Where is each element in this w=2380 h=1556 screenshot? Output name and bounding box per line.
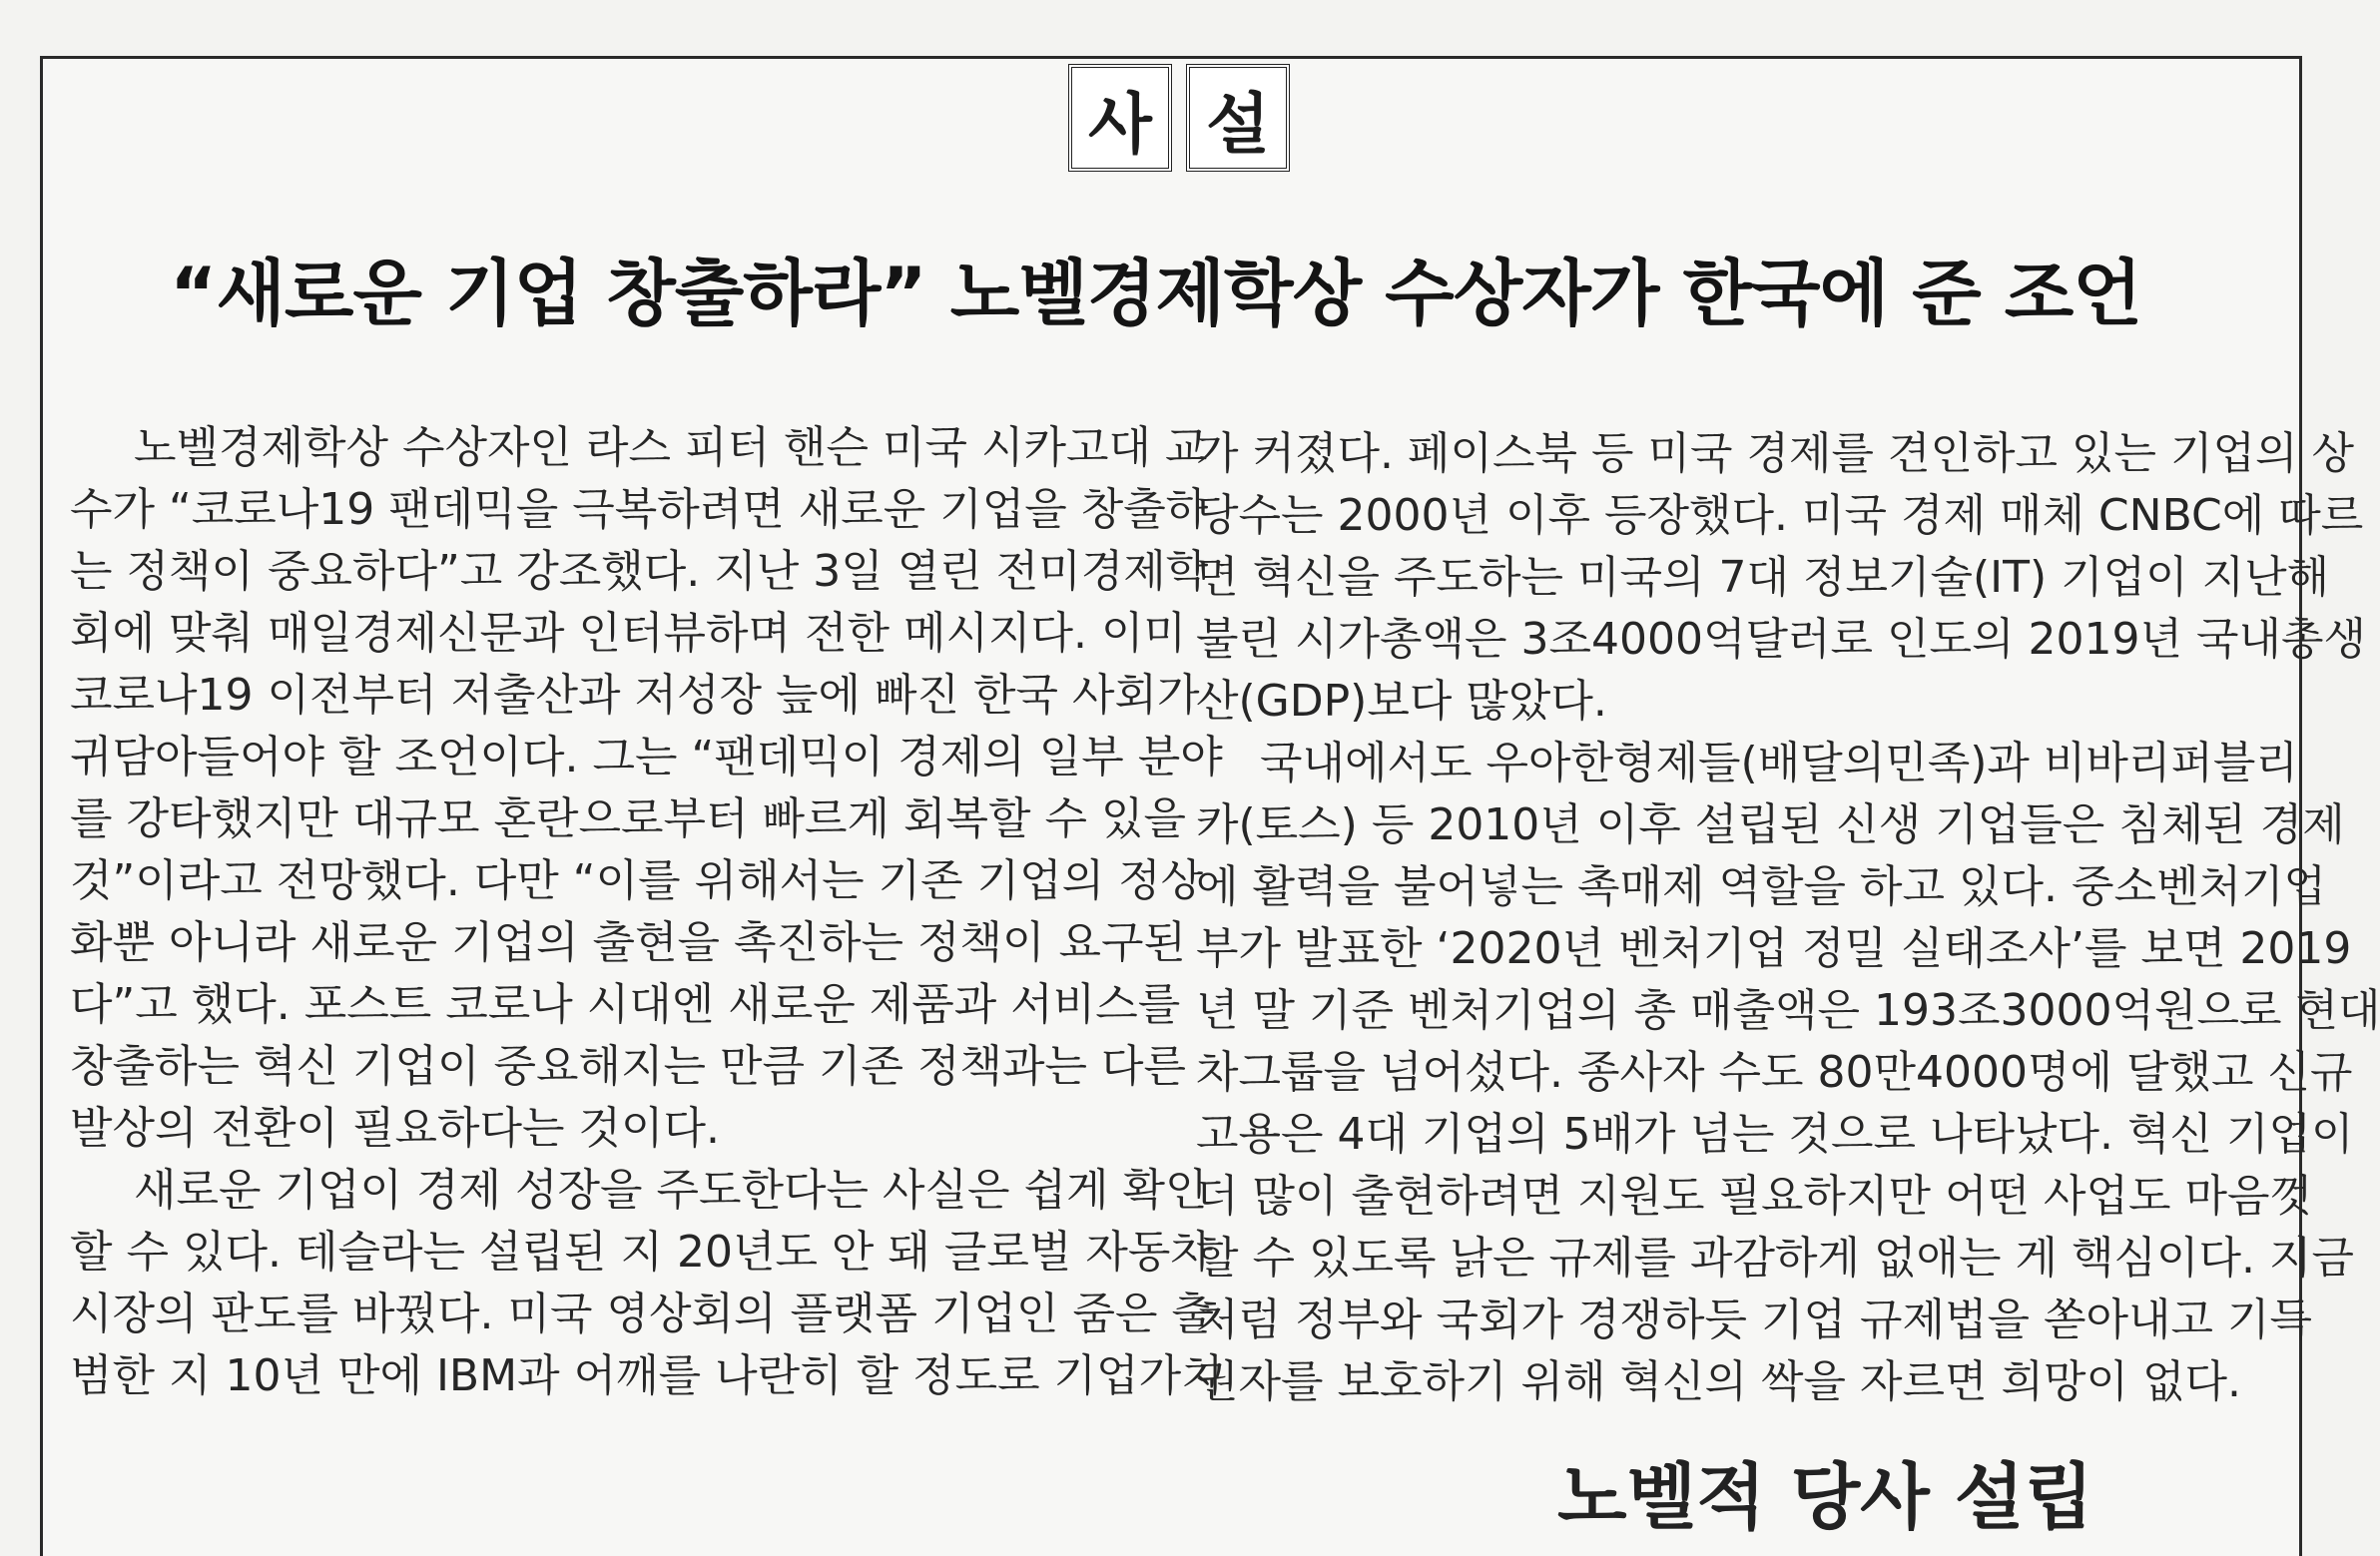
text-line: 는 정책이 중요하다”고 강조했다. 지난 3일 열린 전미경제학 — [70, 546, 1209, 597]
section-char-2: 설 — [1186, 64, 1290, 172]
text-line: 국내에서도 우아한형제들(배달의민족)과 비바리퍼블리 — [1260, 738, 2298, 788]
text-line: 당수는 2000년 이후 등장했다. 미국 경제 매체 CNBC에 따르 — [1196, 490, 2364, 541]
left-column — [70, 417, 1224, 1407]
text-line: 귀담아들어야 할 조언이다. 그는 “팬데믹이 경제의 일부 분야 — [70, 732, 1223, 782]
text-line: 불린 시가총액은 3조4000억달러로 인도의 2019년 국내총생 — [1196, 614, 2366, 665]
text-line: 고용은 4대 기업의 5배가 넘는 것으로 나타났다. 혁신 기업이 — [1196, 1109, 2354, 1160]
text-line: 것”이라고 전망했다. 다만 “이를 위해서는 기존 기업의 정상 — [70, 855, 1204, 906]
text-line: 화뿐 아니라 새로운 기업의 출현을 촉진하는 정책이 요구된 — [70, 917, 1186, 968]
text-line: 가 커졌다. 페이스북 등 미국 경제를 견인하고 있는 기업의 상 — [1196, 428, 2354, 479]
right-column — [1196, 423, 2380, 1413]
text-line: 노벨경제학상 수상자인 라스 피터 핸슨 미국 시카고대 교 — [134, 422, 1208, 473]
section-label — [1038, 64, 1320, 176]
text-line: 다”고 했다. 포스트 코로나 시대엔 새로운 제품과 서비스를 — [70, 979, 1181, 1030]
text-line: 산(GDP)보다 많았다. — [1196, 676, 1607, 727]
text-line: 에 활력을 불어넣는 촉매제 역할을 하고 있다. 중소벤처기업 — [1196, 861, 2326, 912]
text-line: 시장의 판도를 바꿨다. 미국 영상회의 플랫폼 기업인 줌은 출 — [70, 1289, 1214, 1339]
text-line: 카(토스) 등 2010년 이후 설립된 신생 기업들은 침체된 경제 — [1196, 799, 2345, 850]
text-line: 코로나19 이전부터 저출산과 저성장 늪에 빠진 한국 사회가 — [70, 670, 1200, 721]
text-line: 더 많이 출현하려면 지원도 필요하지만 어떤 사업도 마음껏 — [1196, 1171, 2312, 1222]
next-article-headline-fragment: 노벨적 당사 설립 — [1557, 1455, 2093, 1539]
text-line: 년 말 기준 벤처기업의 총 매출액은 193조3000억원으로 현대 — [1196, 985, 2380, 1036]
text-line: 면 혁신을 주도하는 미국의 7대 정보기술(IT) 기업이 지난해 — [1196, 552, 2330, 603]
text-line: 차그룹을 넘어섰다. 종사자 수도 80만4000명에 달했고 신규 — [1196, 1047, 2353, 1098]
text-line: 범한 지 10년 만에 IBM과 어깨를 나란히 할 정도로 기업가치 — [70, 1350, 1224, 1401]
text-line: 처럼 정부와 국회가 경쟁하듯 기업 규제법을 쏟아내고 기득 — [1196, 1295, 2312, 1345]
text-line: 할 수 있도록 낡은 규제를 과감하게 없애는 게 핵심이다. 지금 — [1196, 1233, 2354, 1284]
text-line: 할 수 있다. 테슬라는 설립된 지 20년도 안 돼 글로벌 자동차 — [70, 1227, 1213, 1278]
text-line: 수가 “코로나19 팬데믹을 극복하려면 새로운 기업을 창출하 — [70, 484, 1209, 535]
text-line: 권자를 보호하기 위해 혁신의 싹을 자르면 희망이 없다. — [1196, 1356, 2241, 1407]
headline: “새로운 기업 창출하라” 노벨경제학상 수상자가 한국에 준 조언 — [170, 252, 2141, 335]
section-char-1: 사 — [1068, 64, 1172, 172]
text-line: 새로운 기업이 경제 성장을 주도한다는 사실은 쉽게 확인 — [134, 1165, 1208, 1216]
text-line: 발상의 전환이 필요하다는 것이다. — [70, 1103, 720, 1154]
text-line: 를 강타했지만 대규모 혼란으로부터 빠르게 회복할 수 있을 — [70, 793, 1186, 844]
text-line: 창출하는 혁신 기업이 중요해지는 만큼 기존 정책과는 다른 — [70, 1041, 1186, 1092]
text-line: 부가 발표한 ‘2020년 벤처기업 정밀 실태조사’를 보면 2019 — [1196, 923, 2352, 974]
text-line: 회에 맞춰 매일경제신문과 인터뷰하며 전한 메시지다. 이미 — [70, 608, 1186, 659]
